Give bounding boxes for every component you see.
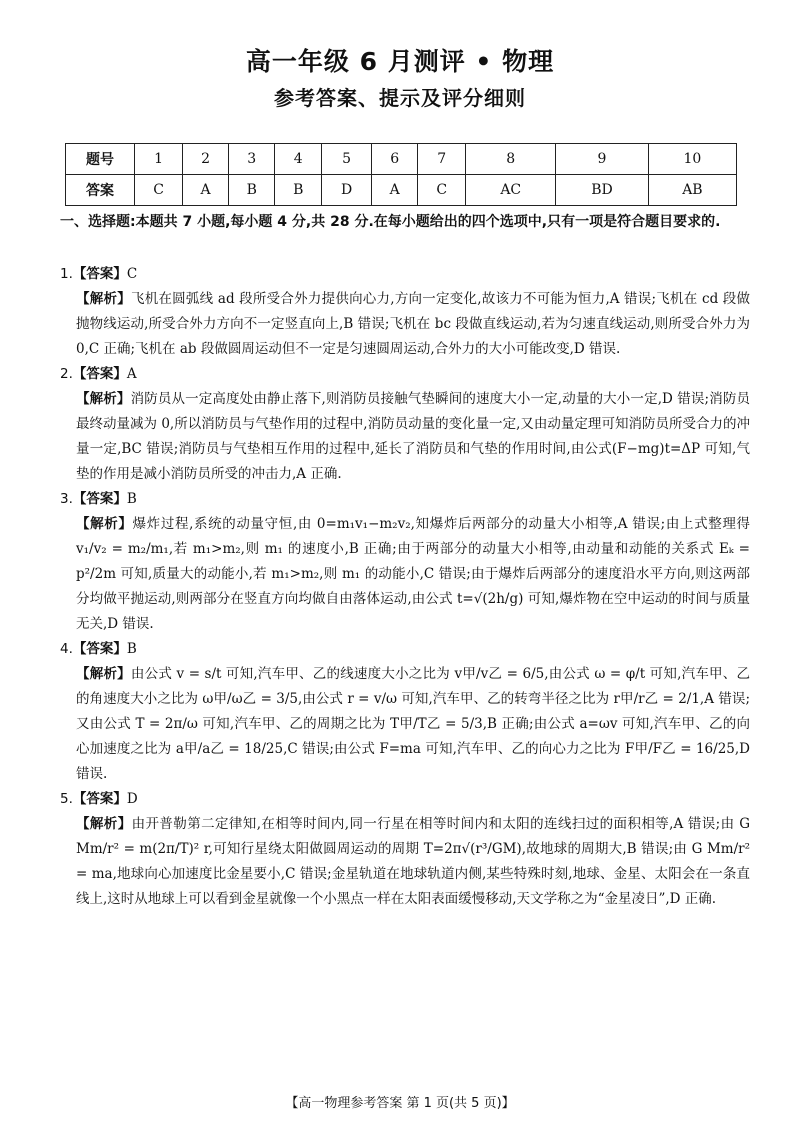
explain-tag: 【解析】: [76, 816, 132, 832]
question-number: 1.: [60, 266, 73, 282]
question-number-cell: 10: [648, 144, 736, 175]
answer-tag: 【答案】: [72, 791, 127, 807]
question-number: 3.: [60, 491, 73, 507]
question-number-cell: 9: [556, 144, 649, 175]
question-answer-line: [60, 637, 750, 662]
explain-tag: 【解析】: [76, 391, 131, 407]
question-number-cell: 3: [229, 144, 275, 175]
answer-value: B: [126, 641, 137, 657]
answer-cell: D: [321, 175, 371, 206]
question-number-cell: 1: [135, 144, 183, 175]
explanation-text: 飞机在圆弧线 ad 段所受合外力提供向心力,方向一定变化,故该力不可能为恒力,A 错误;飞机在 cd 段做抛物线运动,所受合外力方向不一定竖直向上,B 错误;飞机在 bc 段做直线运动,若为匀速直线运动,则所受合外力为 0,C 正确;飞机在 ab 段做圆周运动但不一定是匀速圆周运动,合外力的大小可能改变,D 错误.: [76, 291, 750, 357]
answer-cell: AC: [466, 175, 556, 206]
explanation-text: 由开普勒第二定律知,在相等时间内,同一行星在相等时间内和太阳的连线扫过的面积相等,A 错误;由 G Mm/r² = m(2π/T)² r,可知行星绕太阳做圆周运动的周期 T=2π√(r³/GM),故地球的周期大,B 错误;由 G Mm/r² = ma,地球向心加速度比金星要小,C 错误;金星轨道在地球轨道内侧,某些特殊时刻,地球、金星、太阳会在一条直线上,这时从地球上可以看到金星就像一个小黑点一样在太阳表面缓慢移动,天文学称之为“金星凌日”,D 正确.: [76, 816, 751, 907]
question-answer-line: [60, 262, 750, 287]
answer-cell: B: [275, 175, 321, 206]
question-number: 4.: [60, 641, 73, 657]
explain-tag: 【解析】: [76, 291, 131, 307]
page-footer: 【高一物理参考答案 第 1 页(共 5 页)】: [285, 1096, 515, 1111]
page-title: 高一年级 6 月测评 • 物理: [245, 47, 555, 76]
answer-cell: A: [372, 175, 418, 206]
question-number-cell: 6: [372, 144, 418, 175]
explanation-text: 消防员从一定高度处由静止落下,则消防员接触气垫瞬间的速度大小一定,动量的大小一定,D 错误;消防员最终动量减为 0,所以消防员与气垫作用的过程中,消防员动量的变化量一定,又由动量定理可知消防员所受合力的冲量一定,BC 错误;消防员与气垫相互作用的过程中,延长了消防员和气垫的作用时间,由公式(F−mg)t=ΔP 可知,气垫的作用是减小消防员所受的冲击力,A 正确.: [76, 391, 750, 482]
answer-tag: 【答案】: [72, 266, 127, 282]
page-subtitle: 参考答案、提示及评分细则: [274, 86, 526, 110]
question-number-row: [66, 144, 737, 175]
row-label-question: 题号: [66, 144, 135, 175]
explain-tag: 【解析】: [76, 666, 131, 682]
answer-cell: C: [135, 175, 183, 206]
answer-tag: 【答案】: [72, 641, 127, 657]
row-label-answer: 答案: [66, 175, 135, 206]
question-number: 5.: [60, 791, 73, 807]
question-number-cell: 5: [321, 144, 371, 175]
explanation-paragraph: [76, 512, 750, 637]
question-answer-line: [60, 487, 750, 512]
question-answer-line: [60, 362, 750, 387]
section-heading: 一、选择题:本题共 7 小题,每小题 4 分,共 28 分.在每小题给出的四个选项中,只有一项是符合题目要求的.: [60, 214, 721, 230]
explanation-paragraph: [76, 287, 750, 362]
explanation-text: 由公式 v = s/t 可知,汽车甲、乙的线速度大小之比为 v甲/v乙 = 6/5,由公式 ω = φ/t 可知,汽车甲、乙的角速度大小之比为 ω甲/ω乙 = 3/5,由公式 r = v/ω 可知,汽车甲、乙的转弯半径之比为 r甲/r乙 = 2/1,A 错误;又由公式 T = 2π/ω 可知,汽车甲、乙的周期之比为 T甲/T乙 = 5/3,B 正确;由公式 a=ωv 可知,汽车甲、乙的向心加速度之比为 a甲/a乙 = 18/25,C 错误;由公式 F=ma 可知,汽车甲、乙的向心力之比为 F甲/F乙 = 16/25,D 错误.: [76, 666, 750, 782]
explanation-paragraph: [76, 662, 750, 787]
answer-row: [66, 175, 737, 206]
question-number-cell: 2: [183, 144, 229, 175]
answer-tag: 【答案】: [72, 491, 127, 507]
answer-value: D: [126, 791, 138, 807]
answer-cell: BD: [556, 175, 649, 206]
explain-tag: 【解析】: [76, 516, 133, 532]
answer-value: C: [126, 266, 138, 282]
answer-table: [65, 143, 737, 206]
answer-tag: 【答案】: [72, 366, 127, 382]
questions-list: [60, 262, 750, 912]
answer-cell: B: [229, 175, 275, 206]
explanation-paragraph: [76, 812, 750, 912]
question-number-cell: 4: [275, 144, 321, 175]
question-number: 2.: [60, 366, 73, 382]
question-answer-line: [60, 787, 750, 812]
explanation-text: 爆炸过程,系统的动量守恒,由 0=m₁v₁−m₂v₂,知爆炸后两部分的动量大小相等,A 错误;由上式整理得 v₁/v₂ = m₂/m₁,若 m₁>m₂,则 m₁ 的速度小,B 正确;由于两部分的动量大小相等,由动量和动能的关系式 Eₖ = p²/2m 可知,质量大的动能小,若 m₁>m₂,则 m₁ 的动能小,C 错误;由于爆炸后两部分的速度沿水平方向,则这两部分均做平抛运动,则两部分在竖直方向均做自由落体运动,由公式 t=√(2h/g) 可知,爆炸物在空中运动的时间与质量无关,D 错误.: [76, 516, 751, 632]
answer-cell: A: [183, 175, 229, 206]
explanation-paragraph: [76, 387, 750, 487]
answer-value: A: [126, 366, 137, 382]
question-number-cell: 8: [466, 144, 556, 175]
answer-value: B: [126, 491, 137, 507]
question-number-cell: 7: [418, 144, 466, 175]
answer-cell: AB: [648, 175, 736, 206]
answer-cell: C: [418, 175, 466, 206]
